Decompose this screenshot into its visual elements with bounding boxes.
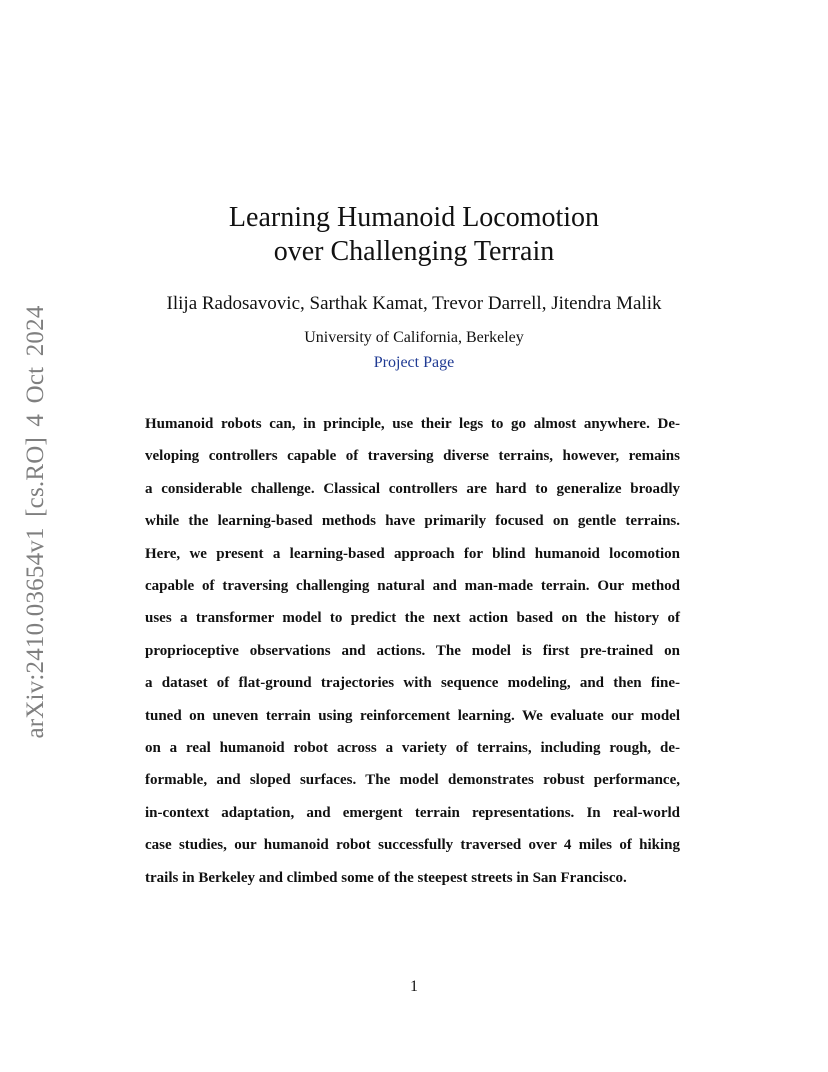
abstract-line: a dataset of flat-ground trajectories with sequence modeling, and then fine- — [145, 675, 680, 692]
page-number: 1 — [410, 978, 418, 995]
affiliation: University of California, Berkeley — [304, 329, 524, 346]
abstract-line: Humanoid robots can, in principle, use their legs to go almost anywhere. De- — [145, 416, 680, 432]
project-page-link[interactable]: Project Page — [373, 354, 455, 371]
abstract-line: in-context adaptation, and emergent terrain representations. In real-world — [145, 804, 680, 821]
abstract-line: on a real humanoid robot across a variety of terrains, including rough, de- — [145, 740, 680, 757]
author-list: Ilija Radosavovic, Sarthak Kamat, Trevor Darrell, Jitendra Malik — [166, 293, 662, 314]
abstract-line: tuned on uneven terrain using reinforcement learning. We evaluate our model — [145, 707, 680, 724]
abstract-line: capable of traversing challenging natural and man-made terrain. Our method — [145, 578, 680, 595]
abstract — [145, 408, 680, 894]
abstract-line: Here, we present a learning-based approach for blind humanoid locomotion — [145, 545, 680, 562]
abstract-line: a considerable challenge. Classical controllers are hard to generalize broadly — [145, 480, 680, 497]
abstract-line: while the learning-based methods have primarily focused on gentle terrains. — [145, 513, 680, 530]
abstract-line: case studies, our humanoid robot successfully traversed over 4 miles of hiking — [145, 837, 680, 854]
project-page-container — [0, 353, 828, 373]
abstract-line: trails in Berkeley and climbed some of the steepest streets in San Francisco. — [145, 869, 627, 886]
abstract-line: formable, and sloped surfaces. The model demonstrates robust performance, — [145, 772, 680, 789]
abstract-line: veloping controllers capable of traversing diverse terrains, however, remains — [145, 448, 680, 465]
abstract-line: proprioceptive observations and actions. The model is first pre-trained on — [145, 642, 680, 659]
paper-title — [0, 201, 828, 269]
abstract-line: uses a transformer model to predict the next action based on the history of — [145, 610, 680, 627]
paper-title-line-1: Learning Humanoid Locomotion — [228, 202, 600, 233]
arxiv-identifier-text: arXiv:2410.03654v1 [cs.RO] 4 Oct 2024 — [22, 305, 49, 739]
paper-title-line-2: over Challenging Terrain — [273, 236, 555, 267]
